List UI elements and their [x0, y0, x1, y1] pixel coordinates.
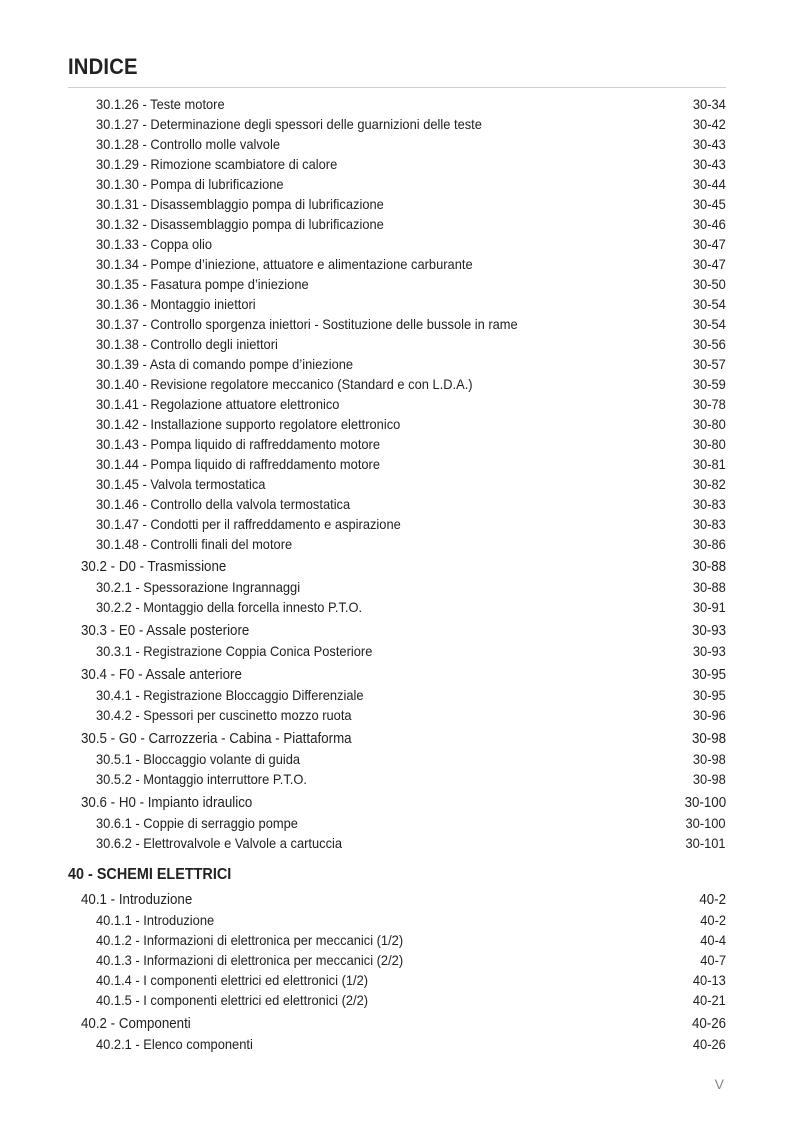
- toc-entry-page: 30-47: [693, 236, 726, 252]
- toc-entry-page: 30-83: [693, 496, 726, 512]
- toc-entry-label: 30.2 - D0 - Trasmissione: [81, 559, 227, 575]
- toc-entry-page: 30-45: [693, 196, 726, 212]
- toc-entry[interactable]: [0, 314, 794, 334]
- toc-entry[interactable]: [0, 114, 794, 134]
- toc-entry[interactable]: [0, 665, 794, 685]
- toc-entry-label: 40.1.4 - I componenti elettrici ed elettronici (1/2): [96, 972, 369, 988]
- page-number: V: [714, 1076, 724, 1092]
- toc-entry-page: 30-86: [693, 536, 726, 552]
- toc-entry-label: 40.1 - Introduzione: [81, 892, 193, 908]
- toc-entry[interactable]: [0, 534, 794, 554]
- section-heading-40: 40 - SCHEMI ELETTRICI: [68, 866, 232, 883]
- toc-entry-label: 30.4 - F0 - Assale anteriore: [81, 667, 242, 683]
- toc-entry[interactable]: [0, 1034, 794, 1054]
- toc-entry-page: 30-59: [693, 376, 726, 392]
- toc-entry-label: 30.2.2 - Montaggio della forcella innesto P.T.O.: [96, 599, 363, 615]
- toc-entry-label: 30.1.26 - Teste motore: [96, 96, 225, 112]
- toc-entry-label: 30.5.2 - Montaggio interruttore P.T.O.: [96, 771, 307, 787]
- toc-entry-label: 30.1.27 - Determinazione degli spessori delle guarnizioni delle teste: [96, 116, 482, 132]
- toc-entry-page: 30-100: [685, 815, 726, 831]
- toc-entry-page: 30-54: [693, 296, 726, 312]
- toc-entry-label: 30.3 - E0 - Assale posteriore: [81, 623, 250, 639]
- toc-entry[interactable]: [0, 334, 794, 354]
- toc-entry-page: 30-43: [693, 136, 726, 152]
- toc-entry-page: 30-46: [693, 216, 726, 232]
- toc-entry-page: 40-13: [693, 972, 726, 988]
- toc-entry-label: 40.2 - Componenti: [81, 1016, 191, 1032]
- toc-entry-page: 30-44: [693, 176, 726, 192]
- toc-entry-page: 30-95: [691, 667, 726, 683]
- toc-entry-label: 30.1.46 - Controllo della valvola termostatica: [96, 496, 351, 512]
- toc-entry-label: 30.1.34 - Pompe d’iniezione, attuatore e alimentazione carburante: [96, 256, 473, 272]
- toc-entry[interactable]: [0, 685, 794, 705]
- toc-entry[interactable]: [0, 254, 794, 274]
- toc-entry[interactable]: [0, 274, 794, 294]
- toc-entry[interactable]: [0, 294, 794, 314]
- toc-entry[interactable]: [0, 557, 794, 577]
- toc-entry-label: 30.1.43 - Pompa liquido di raffreddamento motore: [96, 436, 381, 452]
- toc-entry-label: 30.1.42 - Installazione supporto regolatore elettronico: [96, 416, 401, 432]
- toc-entry-page: 30-57: [693, 356, 726, 372]
- toc-entry[interactable]: [0, 970, 794, 990]
- page-title: INDICE: [68, 54, 138, 79]
- title-divider: [68, 87, 726, 88]
- toc-entry-label: 40.2.1 - Elenco componenti: [96, 1036, 253, 1052]
- toc-entry[interactable]: [0, 813, 794, 833]
- toc-entry-label: 30.1.31 - Disassemblaggio pompa di lubrificazione: [96, 196, 384, 212]
- toc-entry[interactable]: [0, 434, 794, 454]
- toc-entry-page: 30-43: [693, 156, 726, 172]
- toc-entry[interactable]: [0, 354, 794, 374]
- toc-entry-page: 30-80: [693, 416, 726, 432]
- toc-entry[interactable]: [0, 1014, 794, 1034]
- toc-entry-label: 30.3.1 - Registrazione Coppia Conica Posteriore: [96, 643, 373, 659]
- toc-entry-label: 30.1.40 - Revisione regolatore meccanico (Standard e con L.D.A.): [96, 376, 473, 392]
- toc-entry-page: 30-98: [691, 731, 726, 747]
- toc-entry-page: 30-101: [685, 835, 726, 851]
- toc-entry-page: 30-54: [693, 316, 726, 332]
- toc-entry-label: 30.1.48 - Controlli finali del motore: [96, 536, 293, 552]
- toc-entry-page: 30-100: [684, 795, 726, 811]
- toc-entry-label: 30.1.30 - Pompa di lubrificazione: [96, 176, 284, 192]
- toc-entry-page: 40-26: [693, 1036, 726, 1052]
- toc-entry-page: 30-98: [693, 771, 726, 787]
- toc-entry-label: 40.1.3 - Informazioni di elettronica per meccanici (2/2): [96, 952, 404, 968]
- toc-entry[interactable]: [0, 134, 794, 154]
- toc-entry[interactable]: [0, 621, 794, 641]
- toc-entry-page: 40-26: [691, 1016, 726, 1032]
- toc-entry[interactable]: [0, 474, 794, 494]
- toc-entry-page: 40-2: [700, 912, 726, 928]
- toc-entry[interactable]: [0, 930, 794, 950]
- toc-entry-page: 40-7: [700, 952, 726, 968]
- toc-entry[interactable]: [0, 597, 794, 617]
- toc-entry-page: 30-34: [693, 96, 726, 112]
- toc-entry-label: 30.1.47 - Condotti per il raffreddamento e aspirazione: [96, 516, 401, 532]
- toc-entry-label: 30.5 - G0 - Carrozzeria - Cabina - Piattaforma: [81, 731, 352, 747]
- toc-entry[interactable]: [0, 174, 794, 194]
- toc-entry[interactable]: [0, 94, 794, 114]
- toc-entry-label: 30.6.1 - Coppie di serraggio pompe: [96, 815, 298, 831]
- toc-entry[interactable]: [0, 514, 794, 534]
- toc-entry-label: 30.1.35 - Fasatura pompe d’iniezione: [96, 276, 309, 292]
- toc-entry-label: 40.1.1 - Introduzione: [96, 912, 215, 928]
- toc-entry-label: 30.1.33 - Coppa olio: [96, 236, 213, 252]
- toc-entry-label: 30.1.39 - Asta di comando pompe d’iniezione: [96, 356, 354, 372]
- toc-entry-page: 30-98: [693, 751, 726, 767]
- toc-entry[interactable]: [0, 749, 794, 769]
- toc-entry-page: 30-93: [693, 643, 726, 659]
- toc-entry-page: 30-95: [693, 687, 726, 703]
- toc-entry[interactable]: [0, 990, 794, 1010]
- toc-entry-label: 40.1.5 - I componenti elettrici ed elettronici (2/2): [96, 992, 369, 1008]
- toc-entry-label: 30.2.1 - Spessorazione Ingrannaggi: [96, 579, 301, 595]
- toc-entry[interactable]: [0, 793, 794, 813]
- toc-entry[interactable]: [0, 833, 794, 853]
- toc-entry-label: 30.1.41 - Regolazione attuatore elettronico: [96, 396, 340, 412]
- toc-entry-label: 30.6.2 - Elettrovalvole e Valvole a cartuccia: [96, 835, 343, 851]
- toc-entry[interactable]: [0, 494, 794, 514]
- toc-entry-page: 30-96: [693, 707, 726, 723]
- toc-entry[interactable]: [0, 194, 794, 214]
- toc-entry-label: 40.1.2 - Informazioni di elettronica per meccanici (1/2): [96, 932, 404, 948]
- toc-entry[interactable]: [0, 234, 794, 254]
- toc-entry-label: 30.6 - H0 - Impianto idraulico: [81, 795, 253, 811]
- toc-entry-page: 30-88: [691, 559, 726, 575]
- toc-entry[interactable]: [0, 769, 794, 789]
- toc-entry-label: 30.1.38 - Controllo degli iniettori: [96, 336, 278, 352]
- toc-entry[interactable]: [0, 154, 794, 174]
- toc-entry[interactable]: [0, 705, 794, 725]
- toc-entry-label: 30.4.1 - Registrazione Bloccaggio Differenziale: [96, 687, 364, 703]
- toc-entry-label: 30.1.45 - Valvola termostatica: [96, 476, 266, 492]
- toc-entry-page: 30-81: [693, 456, 726, 472]
- toc-entry-page: 30-93: [691, 623, 726, 639]
- toc-entry-label: 30.5.1 - Bloccaggio volante di guida: [96, 751, 301, 767]
- toc-entry-page: 30-83: [693, 516, 726, 532]
- toc-entry-label: 30.1.29 - Rimozione scambiatore di calore: [96, 156, 338, 172]
- toc-entry[interactable]: [0, 577, 794, 597]
- toc-entry-page: 40-4: [700, 932, 726, 948]
- toc-entry-page: 30-42: [693, 116, 726, 132]
- toc-entry-page: 30-56: [693, 336, 726, 352]
- toc-entry[interactable]: [0, 414, 794, 434]
- toc-entry[interactable]: [0, 641, 794, 661]
- toc-entry[interactable]: [0, 950, 794, 970]
- toc-entry-label: 30.1.32 - Disassemblaggio pompa di lubrificazione: [96, 216, 384, 232]
- toc-entry[interactable]: [0, 394, 794, 414]
- toc-entry-page: 40-21: [693, 992, 726, 1008]
- toc-entry-page: 30-50: [693, 276, 726, 292]
- toc-entry-page: 30-80: [693, 436, 726, 452]
- toc-entry-page: 30-47: [693, 256, 726, 272]
- toc-entry-label: 30.1.44 - Pompa liquido di raffreddamento motore: [96, 456, 381, 472]
- toc-entry[interactable]: [0, 729, 794, 749]
- toc-entry[interactable]: [0, 214, 794, 234]
- toc-entry-label: 30.1.36 - Montaggio iniettori: [96, 296, 256, 312]
- toc-entry-page: 40-2: [699, 892, 726, 908]
- toc-entry-label: 30.1.28 - Controllo molle valvole: [96, 136, 280, 152]
- toc-entry[interactable]: [0, 374, 794, 394]
- toc-entry[interactable]: [0, 910, 794, 930]
- toc-entry[interactable]: [0, 890, 794, 910]
- toc-entry-page: 30-82: [693, 476, 726, 492]
- toc-entry-label: 30.1.37 - Controllo sporgenza iniettori - Sostituzione delle bussole in rame: [96, 316, 518, 332]
- toc-entry-label: 30.4.2 - Spessori per cuscinetto mozzo ruota: [96, 707, 352, 723]
- toc-entry-page: 30-78: [693, 396, 726, 412]
- toc-entry-page: 30-91: [693, 599, 726, 615]
- toc-entry[interactable]: [0, 454, 794, 474]
- toc-entry-page: 30-88: [693, 579, 726, 595]
